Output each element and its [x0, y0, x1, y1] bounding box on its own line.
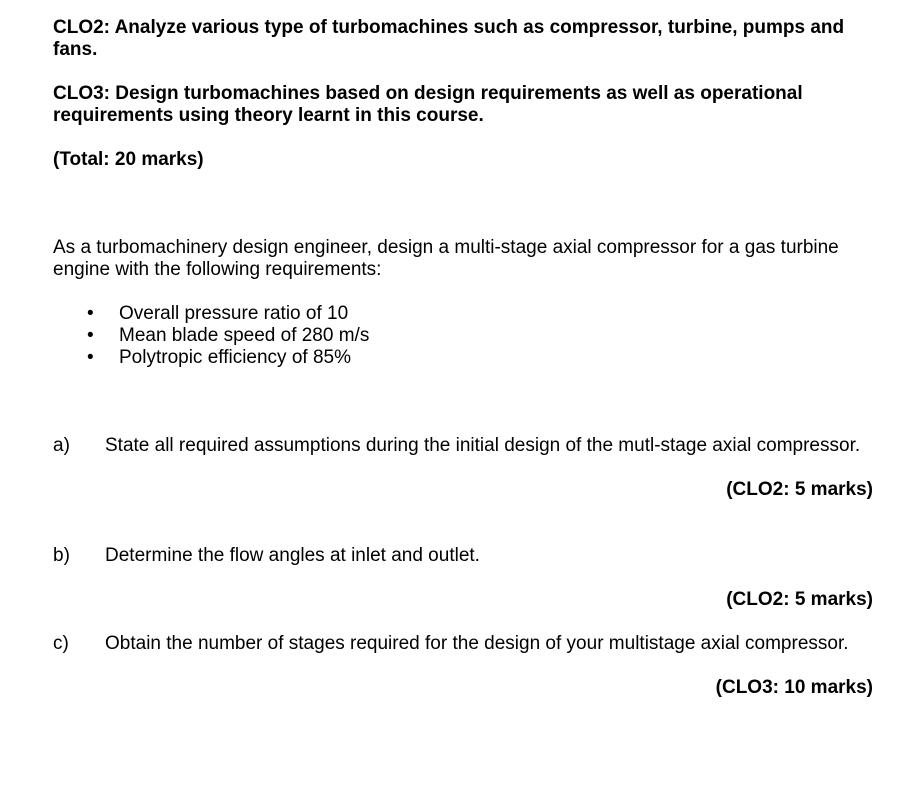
- question-b: [53, 545, 873, 567]
- question-intro: As a turbomachinery design engineer, design a multi-stage axial compressor for a gas turbine engine with the following requirements:: [53, 237, 839, 280]
- requirement-text: Polytropic efficiency of 85%: [119, 347, 351, 368]
- bullet-icon: •: [87, 325, 94, 346]
- question-c-marks: (CLO3: 10 marks): [715, 677, 873, 698]
- requirement-text: Overall pressure ratio of 10: [119, 303, 349, 324]
- requirement-text: Mean blade speed of 280 m/s: [119, 325, 370, 346]
- question-label: c): [53, 633, 69, 654]
- requirement-item: [53, 325, 873, 347]
- question-c: [53, 633, 873, 655]
- question-text: State all required assumptions during the initial design of the mutl-stage axial compressor.: [105, 435, 861, 456]
- question-text: Obtain the number of stages required for the design of your multistage axial compressor.: [105, 633, 849, 654]
- requirements-list: [53, 303, 873, 369]
- total-marks: (Total: 20 marks): [53, 149, 204, 170]
- bullet-icon: •: [87, 303, 94, 324]
- requirement-item: [53, 347, 873, 369]
- learning-outcome-clo3: CLO3: Design turbomachines based on design requirements as well as operational requirements using theory learnt in this course.: [53, 83, 803, 126]
- exam-question-page: [53, 17, 873, 699]
- question-b-marks: (CLO2: 5 marks): [726, 589, 873, 610]
- bullet-icon: •: [87, 347, 94, 368]
- question-label: a): [53, 435, 70, 456]
- question-a: [53, 435, 873, 457]
- question-a-marks: (CLO2: 5 marks): [726, 479, 873, 500]
- question-label: b): [53, 545, 70, 566]
- requirement-item: [53, 303, 873, 325]
- question-text: Determine the flow angles at inlet and outlet.: [105, 545, 480, 566]
- learning-outcome-clo2: CLO2: Analyze various type of turbomachines such as compressor, turbine, pumps and fans.: [53, 17, 845, 60]
